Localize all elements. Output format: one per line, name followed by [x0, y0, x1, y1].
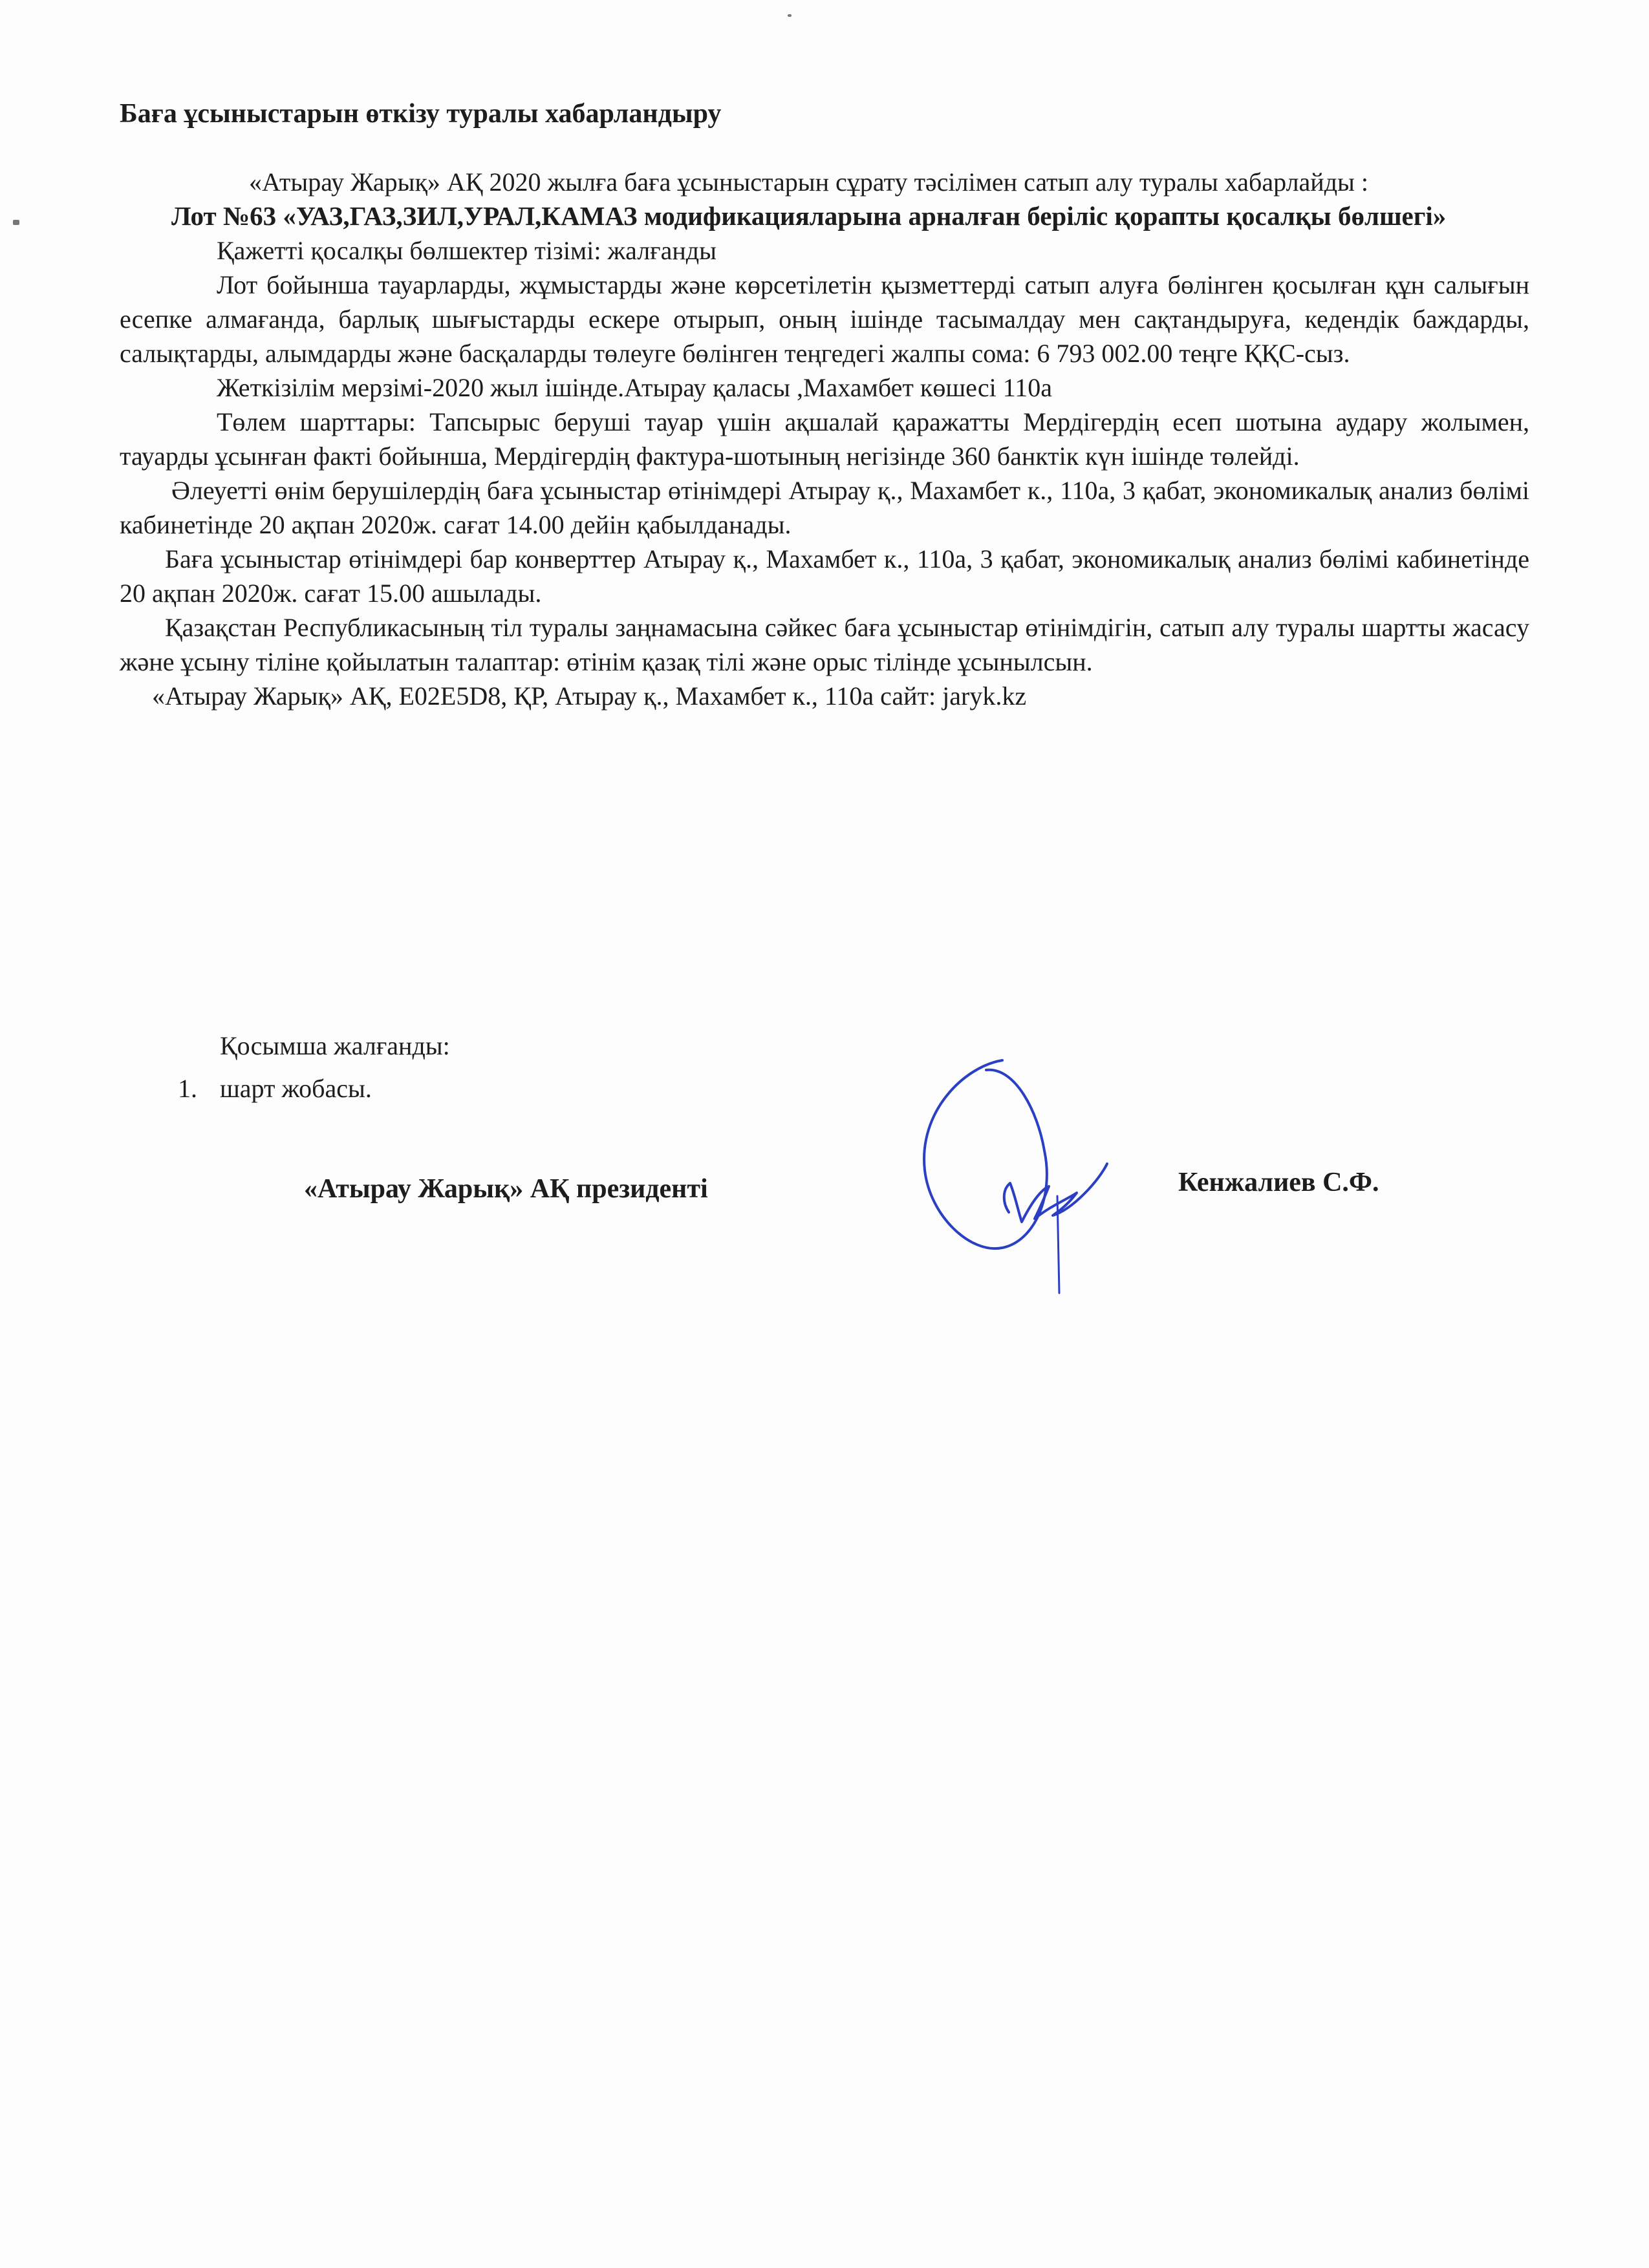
document-title: Баға ұсыныстарын өткізу туралы хабарландыру [120, 99, 722, 129]
signatory-name: Кенжалиев С.Ф. [1178, 1168, 1379, 1197]
payment-paragraph: Төлем шарттары: Тапсырыс беруші тауар үшін ақшалай қаражатты Мердігердің есеп шотына аудару жолымен, тауарды ұсынған факті бойынша, Мердігердің фактура-шотының негізінде 360 банктік күн ішінде төлейді. [120, 407, 1529, 471]
handwritten-signature [905, 1054, 1125, 1300]
submission-paragraph: Әлеуетті өнім берушілердің баға ұсыныстар өтінімдері Атырау қ., Махамбет к., 110а, 3 қабат, экономикалық анализ бөлімі кабинетінде 20 ақпан 2020ж. сағат 14.00 дейін қабылданады. [120, 476, 1529, 539]
address-paragraph: «Атырау Жарық» АҚ, E02E5D8, ҚР, Атырау қ., Махамбет к., 110а сайт: jaryk.kz [152, 681, 1027, 711]
signatory-role: «Атырау Жарық» АҚ президенті [304, 1174, 708, 1204]
scan-speck [788, 14, 792, 17]
scan-speck [13, 220, 19, 225]
intro-paragraph: «Атырау Жарық» АҚ 2020 жылға баға ұсыныстарын сұрату тәсілімен сатып алу туралы хабарлайды : [249, 167, 1369, 197]
attachment-text: шарт жобасы. [220, 1074, 372, 1103]
attachment-number: 1. [178, 1074, 197, 1103]
language-paragraph: Қазақстан Республикасының тіл туралы заңнамасына сәйкес баға ұсыныстар өтінімдігін, сатып алу туралы шартты жасасу және ұсыну тіліне қойылатын талаптар: өтінім қазақ тілі және орыс тілінде ұсынылсын. [120, 613, 1529, 676]
attachments-heading: Қосымша жалғанды: [220, 1031, 450, 1060]
lot-title: Лот №63 «УАЗ,ГАЗ,ЗИЛ,УРАЛ,КАМАЗ модификацияларына арналған беріліс қорапты қосалқы бөлшегі» [171, 201, 1447, 231]
document-body [120, 165, 1529, 713]
attachment-item [178, 1073, 372, 1104]
delivery-paragraph: Жеткізілім мерзімі-2020 жыл ішінде.Атырау қаласы ,Махамбет көшесі 110а [217, 373, 1053, 402]
opening-paragraph: Баға ұсыныстар өтінімдері бар конверттер Атырау қ., Махамбет к., 110а, 3 қабат, экономикалық анализ бөлімі кабинетінде 20 ақпан 2020ж. сағат 15.00 ашылады. [120, 544, 1529, 608]
amount-paragraph: Лот бойынша тауарларды, жұмыстарды және көрсетілетін қызметтерді сатып алуға бөлінген қосылған құн салығын есепке алмағанда, барлық шығыстарды ескере отырып, оның ішінде тасымалдау мен сақтандыруға, кедендік баждарды, салықтарды, алымдарды және басқаларды төлеуге бөлінген теңгедегі жалпы сома: 6 793 002.00 теңге ҚҚС-сыз. [120, 270, 1529, 368]
parts-list-paragraph: Қажетті қосалқы бөлшектер тізімі: жалғанды [217, 236, 717, 265]
